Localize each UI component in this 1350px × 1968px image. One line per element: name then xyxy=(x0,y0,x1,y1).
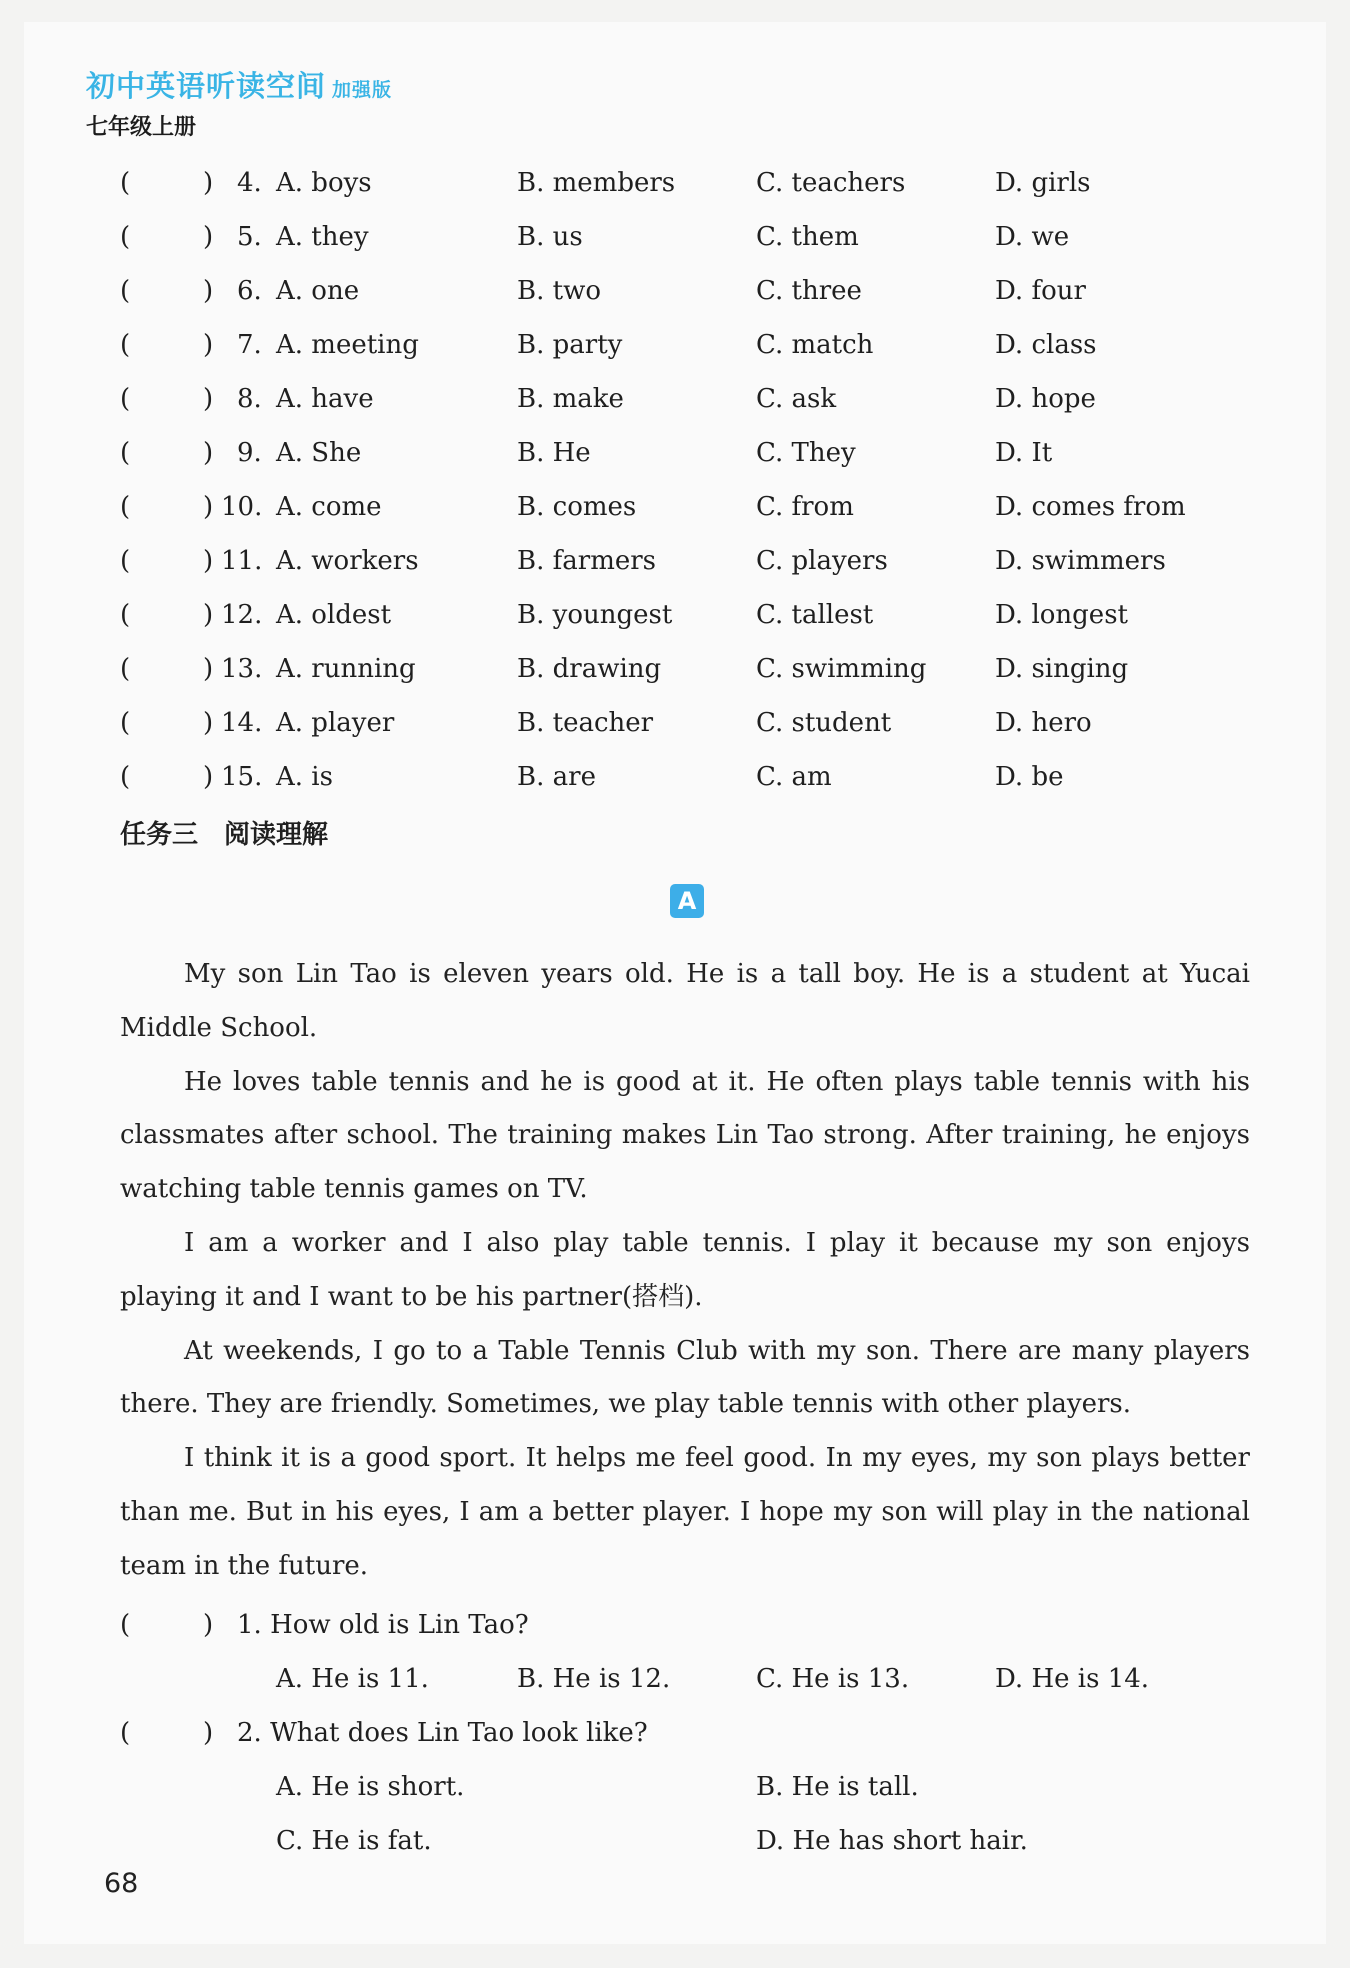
option-d: D. singing xyxy=(995,654,1129,684)
option-a: A. meeting xyxy=(276,330,419,360)
question-number: 6. xyxy=(237,276,262,306)
answer-blank-close: ) xyxy=(203,1610,214,1640)
option-b: B. us xyxy=(517,222,583,252)
answer-blank-close: ) xyxy=(203,276,214,306)
answer-blank-close: ) xyxy=(203,600,214,630)
option-a: A. He is 11. xyxy=(276,1664,429,1694)
answer-blank-open: ( xyxy=(120,546,131,576)
answer-blank-close: ) xyxy=(203,654,214,684)
option-d: D. longest xyxy=(995,600,1128,630)
option-d: D. class xyxy=(995,330,1097,360)
option-c: C. three xyxy=(756,276,862,306)
question-text: 1. How old is Lin Tao? xyxy=(237,1610,529,1640)
question-number: 12. xyxy=(221,600,263,630)
option-a: A. running xyxy=(276,654,416,684)
option-c: C. them xyxy=(756,222,859,252)
option-b: B. are xyxy=(517,762,596,792)
option-c: C. student xyxy=(756,708,892,738)
grade-label: 七年级上册 xyxy=(86,115,197,140)
answer-blank-close: ) xyxy=(203,708,214,738)
answer-blank-open: ( xyxy=(120,1718,131,1748)
option-b: B. drawing xyxy=(517,654,662,684)
answer-blank-open: ( xyxy=(120,384,131,414)
passage-paragraph: I think it is a good sport. It helps me feel good. In my eyes, my son plays better than me. But in his eyes, I am a better player. I hope my son will play in the national team in the future. xyxy=(120,1443,1250,1581)
question-number: 7. xyxy=(237,330,262,360)
answer-blank-open: ( xyxy=(120,600,131,630)
option-d: D. hero xyxy=(995,708,1092,738)
answer-blank-open: ( xyxy=(120,1610,131,1640)
option-c: C. ask xyxy=(756,384,837,414)
option-b: B. farmers xyxy=(517,546,657,576)
option-b: B. He is 12. xyxy=(517,1664,671,1694)
answer-blank-open: ( xyxy=(120,708,131,738)
option-c: C. swimming xyxy=(756,654,927,684)
answer-blank-close: ) xyxy=(203,384,214,414)
option-a: A. player xyxy=(276,708,395,738)
passage-paragraph: He loves table tennis and he is good at it. He often plays table tennis with his classmates after school. The training makes Lin Tao strong. After training, he enjoys watching table tennis games on TV. xyxy=(120,1066,1250,1205)
answer-blank-close: ) xyxy=(203,1718,214,1748)
option-a: A. He is short. xyxy=(276,1772,465,1802)
option-a: A. come xyxy=(276,492,382,522)
passage-paragraph: My son Lin Tao is eleven years old. He is a tall boy. He is a student at Yucai Middle School. xyxy=(120,959,1250,1043)
answer-blank-close: ) xyxy=(203,438,214,468)
answer-blank-close: ) xyxy=(203,492,214,522)
option-b: B. He xyxy=(517,438,591,468)
question-number: 5. xyxy=(237,222,262,252)
option-a: A. they xyxy=(276,222,369,252)
answer-blank-open: ( xyxy=(120,492,131,522)
option-d: D. swimmers xyxy=(995,546,1166,576)
option-d: D. be xyxy=(995,762,1064,792)
option-b: B. teacher xyxy=(517,708,654,738)
option-a: A. have xyxy=(276,384,374,414)
question-number: 11. xyxy=(221,546,263,576)
book-title-text: 初中英语听读空间 xyxy=(86,69,327,103)
passage-paragraph: I am a worker and I also play table tennis. I play it because my son enjoys playing it and I want to be his partner(搭档). xyxy=(120,1227,1250,1312)
answer-blank-open: ( xyxy=(120,762,131,792)
option-b: B. He is tall. xyxy=(756,1772,919,1802)
option-c: C. teachers xyxy=(756,168,906,198)
question-number: 9. xyxy=(237,438,262,468)
option-b: B. two xyxy=(517,276,601,306)
option-d: D. girls xyxy=(995,168,1091,198)
option-d: D. It xyxy=(995,438,1053,468)
option-c: C. tallest xyxy=(756,600,874,630)
edition-label: 加强版 xyxy=(332,79,393,101)
option-a: A. is xyxy=(276,762,333,792)
option-d: D. He has short hair. xyxy=(756,1826,1028,1856)
passage-badge: A xyxy=(670,884,704,918)
answer-blank-open: ( xyxy=(120,438,131,468)
option-c: C. from xyxy=(756,492,854,522)
option-d: D. hope xyxy=(995,384,1096,414)
option-d: D. four xyxy=(995,276,1086,306)
answer-blank-close: ) xyxy=(203,222,214,252)
option-a: A. one xyxy=(276,276,360,306)
answer-blank-close: ) xyxy=(203,546,214,576)
answer-blank-open: ( xyxy=(120,654,131,684)
question-number: 4. xyxy=(237,168,262,198)
option-b: B. comes xyxy=(517,492,637,522)
section-title: 任务三 阅读理解 xyxy=(120,820,329,850)
reading-passage xyxy=(120,948,1250,1594)
answer-blank-close: ) xyxy=(203,168,214,198)
option-b: B. party xyxy=(517,330,623,360)
option-d: D. comes from xyxy=(995,492,1186,522)
question-number: 8. xyxy=(237,384,262,414)
answer-blank-close: ) xyxy=(203,330,214,360)
option-d: D. He is 14. xyxy=(995,1664,1150,1694)
book-title xyxy=(86,64,392,105)
option-b: B. make xyxy=(517,384,624,414)
option-c: C. They xyxy=(756,438,856,468)
question-text: 2. What does Lin Tao look like? xyxy=(237,1718,648,1748)
option-c: C. He is 13. xyxy=(756,1664,910,1694)
passage-paragraph: At weekends, I go to a Table Tennis Club with my son. There are many players there. They are friendly. Sometimes, we play table tennis with other players. xyxy=(120,1335,1250,1420)
answer-blank-open: ( xyxy=(120,276,131,306)
option-c: C. He is fat. xyxy=(276,1826,432,1856)
option-b: B. members xyxy=(517,168,676,198)
option-b: B. youngest xyxy=(517,600,673,630)
option-c: C. am xyxy=(756,762,832,792)
option-a: A. oldest xyxy=(276,600,392,630)
answer-blank-close: ) xyxy=(203,762,214,792)
option-a: A. workers xyxy=(276,546,419,576)
option-a: A. boys xyxy=(276,168,372,198)
question-number: 15. xyxy=(221,762,263,792)
option-d: D. we xyxy=(995,222,1070,252)
answer-blank-open: ( xyxy=(120,330,131,360)
answer-blank-open: ( xyxy=(120,168,131,198)
option-a: A. She xyxy=(276,438,362,468)
page-number: 68 xyxy=(104,1868,139,1899)
question-number: 10. xyxy=(221,492,263,522)
option-c: C. players xyxy=(756,546,888,576)
answer-blank-open: ( xyxy=(120,222,131,252)
question-number: 13. xyxy=(221,654,263,684)
option-c: C. match xyxy=(756,330,874,360)
question-number: 14. xyxy=(221,708,263,738)
